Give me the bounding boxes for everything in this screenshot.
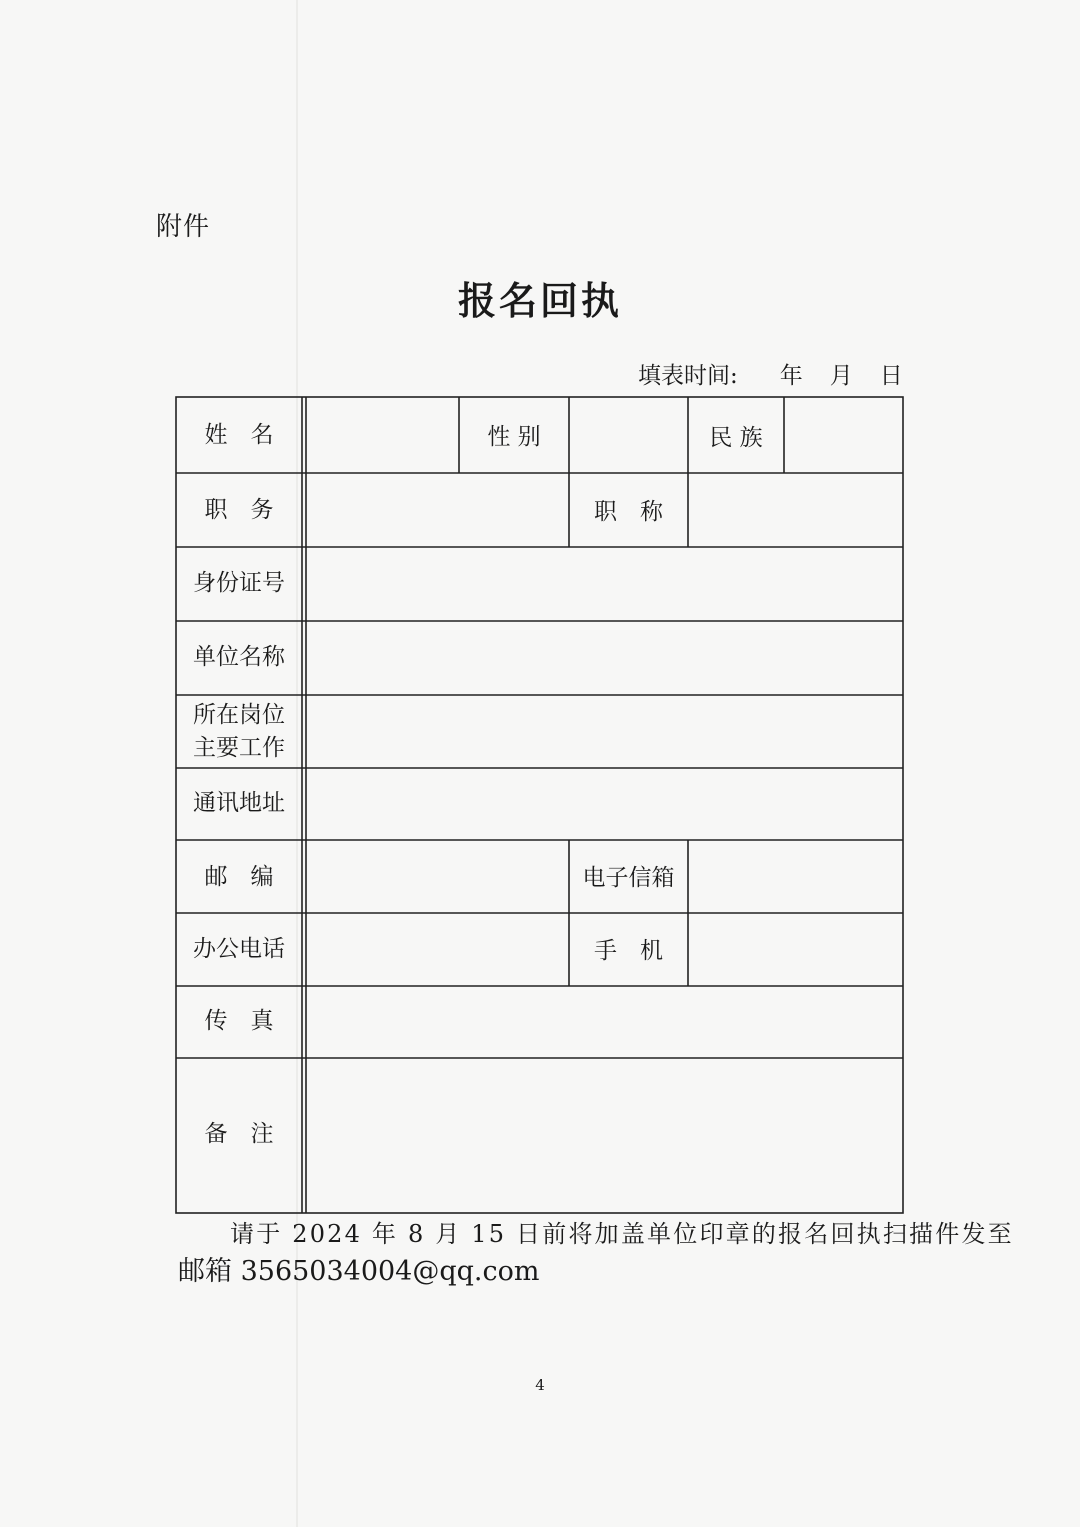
email-label: 电子信箱 — [582, 865, 675, 891]
gender-label: 性 别 — [487, 424, 541, 450]
postcode-field[interactable] — [306, 840, 569, 913]
job-duties-label-line1: 所在岗位 — [193, 702, 285, 728]
id-number-field[interactable] — [306, 547, 903, 621]
fill-date-label: 填表时间: — [638, 363, 738, 389]
gender-field[interactable] — [569, 397, 688, 473]
remarks-label: 备 注 — [204, 1121, 274, 1147]
job-duties-label-line2: 主要工作 — [193, 735, 285, 761]
page-title: 报名回执 — [457, 278, 622, 323]
position-field[interactable] — [306, 473, 569, 547]
mobile-field[interactable] — [688, 913, 903, 986]
ethnicity-field[interactable] — [784, 397, 903, 473]
submission-note — [178, 1215, 1014, 1291]
fax-label: 传 真 — [204, 1008, 274, 1034]
name-field[interactable] — [306, 397, 459, 473]
submission-note-line1: 请于 2024 年 8 月 15 日前将加盖单位印章的报名回执扫描件发至 — [230, 1220, 1014, 1248]
name-label: 姓 名 — [204, 422, 274, 448]
mobile-label: 手 机 — [594, 938, 663, 964]
office-phone-label: 办公电话 — [193, 936, 285, 962]
postcode-label: 邮 编 — [204, 864, 274, 890]
fill-date-year: 年 — [779, 363, 803, 389]
fax-field[interactable] — [306, 986, 903, 1058]
submission-note-email: 邮箱 3565034004@qq.com — [178, 1256, 540, 1287]
email-field[interactable] — [688, 840, 903, 913]
address-label: 通讯地址 — [193, 790, 285, 816]
job-duties-field[interactable] — [306, 695, 903, 768]
office-phone-field[interactable] — [306, 913, 569, 986]
remarks-field[interactable] — [306, 1058, 903, 1213]
attachment-label: 附件 — [156, 212, 211, 242]
title-rank-field[interactable] — [688, 473, 903, 547]
fill-date-day: 日 — [879, 363, 903, 389]
title-rank-label: 职 称 — [594, 499, 663, 525]
fill-date-month: 月 — [829, 363, 853, 389]
ethnicity-label: 民 族 — [709, 425, 763, 451]
employer-field[interactable] — [306, 621, 903, 695]
address-field[interactable] — [306, 768, 903, 840]
id-number-label: 身份证号 — [193, 570, 285, 596]
employer-label: 单位名称 — [193, 644, 285, 670]
page-number: 4 — [535, 1376, 545, 1394]
position-label: 职 务 — [204, 497, 274, 523]
